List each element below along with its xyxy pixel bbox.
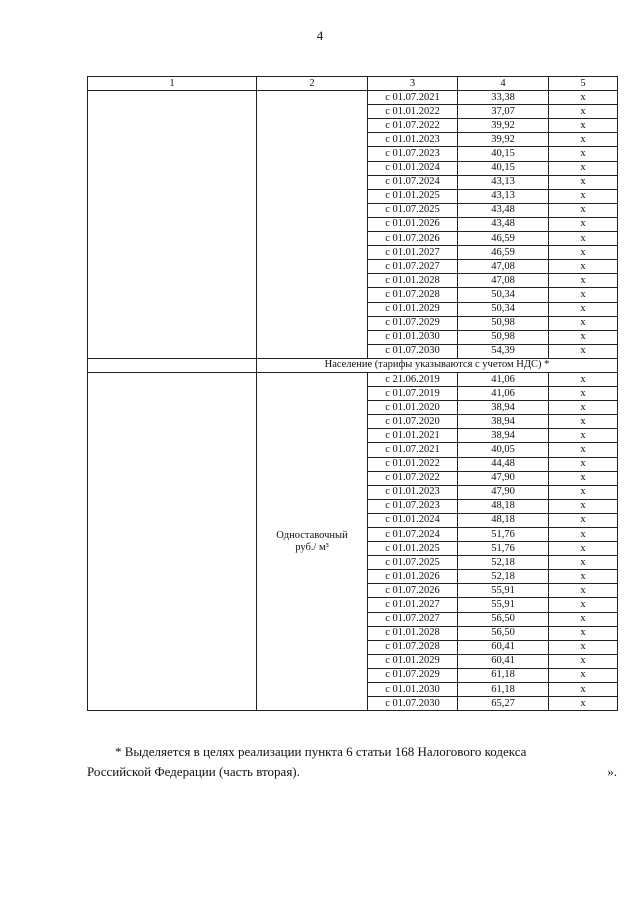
period-date: с 01.01.2029 <box>368 654 458 668</box>
tariff-value: 43,48 <box>458 217 549 231</box>
column5-mark: х <box>549 499 618 513</box>
tariff-value: 51,76 <box>458 542 549 556</box>
column5-mark: х <box>549 683 618 697</box>
column5-mark: х <box>549 457 618 471</box>
column-header-2: 2 <box>257 77 368 91</box>
period-date: с 01.07.2027 <box>368 260 458 274</box>
period-date: с 01.07.2021 <box>368 91 458 105</box>
tariff-value: 60,41 <box>458 640 549 654</box>
tariff-value: 46,59 <box>458 246 549 260</box>
footnote <box>87 742 617 782</box>
tariff-value: 43,48 <box>458 203 549 217</box>
column5-mark: х <box>549 697 618 711</box>
tariff-value: 54,39 <box>458 344 549 358</box>
tariff-value: 37,07 <box>458 105 549 119</box>
column5-mark: х <box>549 556 618 570</box>
period-date: с 01.07.2023 <box>368 147 458 161</box>
consumer-cell <box>88 372 257 710</box>
period-date: с 01.01.2023 <box>368 485 458 499</box>
footnote-line2: Российской Федерации (часть вторая). <box>87 764 300 779</box>
tariff-value: 38,94 <box>458 415 549 429</box>
period-date: с 01.01.2025 <box>368 542 458 556</box>
period-date: с 01.07.2029 <box>368 316 458 330</box>
period-date: с 01.07.2022 <box>368 119 458 133</box>
footnote-line1: * Выделяется в целях реализации пункта 6 статьи 168 Налогового кодекса <box>115 744 527 759</box>
tariff-value: 52,18 <box>458 570 549 584</box>
period-date: с 01.01.2020 <box>368 401 458 415</box>
tariff-value: 60,41 <box>458 654 549 668</box>
period-date: с 01.01.2024 <box>368 161 458 175</box>
period-date: с 01.01.2027 <box>368 246 458 260</box>
tariff-value: 50,34 <box>458 302 549 316</box>
period-date: с 01.01.2030 <box>368 330 458 344</box>
tariff-value: 43,13 <box>458 189 549 203</box>
period-date: с 01.01.2022 <box>368 457 458 471</box>
tariff-rows-part1 <box>88 91 618 359</box>
tariff-value: 48,18 <box>458 499 549 513</box>
period-date: с 01.07.2030 <box>368 697 458 711</box>
period-date: с 01.07.2030 <box>368 344 458 358</box>
column5-mark: х <box>549 584 618 598</box>
tariff-value: 39,92 <box>458 119 549 133</box>
period-date: с 01.01.2023 <box>368 133 458 147</box>
column5-mark: х <box>549 668 618 682</box>
tariff-value: 33,38 <box>458 91 549 105</box>
column5-mark: х <box>549 260 618 274</box>
table-header-row <box>88 77 618 91</box>
column5-mark: х <box>549 288 618 302</box>
period-date: с 01.07.2025 <box>368 203 458 217</box>
column5-mark: х <box>549 189 618 203</box>
column5-mark: х <box>549 232 618 246</box>
period-date: с 01.01.2029 <box>368 302 458 316</box>
column5-mark: х <box>549 274 618 288</box>
period-date: с 01.01.2021 <box>368 429 458 443</box>
period-date: с 01.01.2027 <box>368 598 458 612</box>
tariff-type-cell <box>257 91 368 359</box>
period-date: с 01.07.2019 <box>368 387 458 401</box>
period-date: с 01.07.2028 <box>368 640 458 654</box>
column5-mark: х <box>549 443 618 457</box>
section-heading-row <box>88 358 618 372</box>
tariff-value: 40,15 <box>458 147 549 161</box>
tariff-value: 55,91 <box>458 584 549 598</box>
tariff-value: 47,08 <box>458 260 549 274</box>
period-date: с 01.07.2022 <box>368 471 458 485</box>
tariff-value: 51,76 <box>458 528 549 542</box>
tariff-value: 44,48 <box>458 457 549 471</box>
column5-mark: х <box>549 119 618 133</box>
tariff-value: 43,13 <box>458 175 549 189</box>
period-date: с 01.07.2021 <box>368 443 458 457</box>
column5-mark: х <box>549 372 618 386</box>
column5-mark: х <box>549 302 618 316</box>
tariff-value: 50,34 <box>458 288 549 302</box>
tariff-value: 61,18 <box>458 668 549 682</box>
period-date: с 01.01.2026 <box>368 570 458 584</box>
tariff-value: 41,06 <box>458 372 549 386</box>
tariff-value: 50,98 <box>458 330 549 344</box>
footnote-line2-wrap <box>87 762 617 782</box>
column5-mark: х <box>549 485 618 499</box>
column5-mark: х <box>549 415 618 429</box>
tariff-value: 40,05 <box>458 443 549 457</box>
tariff-value: 56,50 <box>458 612 549 626</box>
period-date: с 01.07.2023 <box>368 499 458 513</box>
column5-mark: х <box>549 640 618 654</box>
tariff-value: 39,92 <box>458 133 549 147</box>
column-header-3: 3 <box>368 77 458 91</box>
tariff-table <box>87 76 618 711</box>
tariff-value: 48,18 <box>458 513 549 527</box>
column5-mark: х <box>549 513 618 527</box>
closing-quote: ». <box>607 764 617 779</box>
tariff-value: 38,94 <box>458 429 549 443</box>
column5-mark: х <box>549 612 618 626</box>
tariff-value: 41,06 <box>458 387 549 401</box>
column-header-1: 1 <box>88 77 257 91</box>
column5-mark: х <box>549 542 618 556</box>
tariff-value: 40,15 <box>458 161 549 175</box>
section-heading: Население (тарифы указываются с учетом НДС) * <box>257 358 618 372</box>
tariff-value: 38,94 <box>458 401 549 415</box>
tariff-unit-label: руб./ м³ <box>295 541 329 553</box>
tariff-type-cell <box>257 372 368 710</box>
period-date: с 01.01.2024 <box>368 513 458 527</box>
tariff-value: 47,90 <box>458 485 549 499</box>
column5-mark: х <box>549 175 618 189</box>
column5-mark: х <box>549 91 618 105</box>
column5-mark: х <box>549 528 618 542</box>
period-date: с 01.07.2026 <box>368 584 458 598</box>
column5-mark: х <box>549 161 618 175</box>
blank-cell <box>88 358 257 372</box>
tariff-value: 47,08 <box>458 274 549 288</box>
column5-mark: х <box>549 570 618 584</box>
page-number: 4 <box>316 28 324 43</box>
section-heading-group <box>88 358 618 372</box>
tariff-value: 46,59 <box>458 232 549 246</box>
column5-mark: х <box>549 471 618 485</box>
period-date: с 01.01.2022 <box>368 105 458 119</box>
period-date: с 01.01.2025 <box>368 189 458 203</box>
column5-mark: х <box>549 598 618 612</box>
column5-mark: х <box>549 203 618 217</box>
tariff-type-label: Одноставочный <box>276 529 348 541</box>
column5-mark: х <box>549 316 618 330</box>
tariff-value: 50,98 <box>458 316 549 330</box>
column5-mark: х <box>549 387 618 401</box>
column5-mark: х <box>549 217 618 231</box>
column5-mark: х <box>549 401 618 415</box>
table-row <box>88 91 618 105</box>
column-header-4: 4 <box>458 77 549 91</box>
column5-mark: х <box>549 654 618 668</box>
period-date: с 01.07.2027 <box>368 612 458 626</box>
tariff-rows-part2 <box>88 372 618 710</box>
column5-mark: х <box>549 344 618 358</box>
column-header-5: 5 <box>549 77 618 91</box>
period-date: с 01.01.2028 <box>368 274 458 288</box>
table-row <box>88 372 618 386</box>
tariff-value: 47,90 <box>458 471 549 485</box>
period-date: с 01.07.2029 <box>368 668 458 682</box>
period-date: с 01.01.2028 <box>368 626 458 640</box>
tariff-value: 55,91 <box>458 598 549 612</box>
column5-mark: х <box>549 133 618 147</box>
tariff-value: 56,50 <box>458 626 549 640</box>
column5-mark: х <box>549 147 618 161</box>
period-date: с 01.01.2030 <box>368 683 458 697</box>
tariff-value: 61,18 <box>458 683 549 697</box>
period-date: с 01.07.2020 <box>368 415 458 429</box>
tariff-value: 52,18 <box>458 556 549 570</box>
column5-mark: х <box>549 246 618 260</box>
period-date: с 01.07.2028 <box>368 288 458 302</box>
period-date: с 01.01.2026 <box>368 217 458 231</box>
period-date: с 01.07.2026 <box>368 232 458 246</box>
column5-mark: х <box>549 626 618 640</box>
consumer-cell <box>88 91 257 359</box>
period-date: с 01.07.2025 <box>368 556 458 570</box>
tariff-value: 65,27 <box>458 697 549 711</box>
period-date: с 01.07.2024 <box>368 175 458 189</box>
column5-mark: х <box>549 330 618 344</box>
column5-mark: х <box>549 105 618 119</box>
period-date: с 01.07.2024 <box>368 528 458 542</box>
period-date: с 21.06.2019 <box>368 372 458 386</box>
column5-mark: х <box>549 429 618 443</box>
